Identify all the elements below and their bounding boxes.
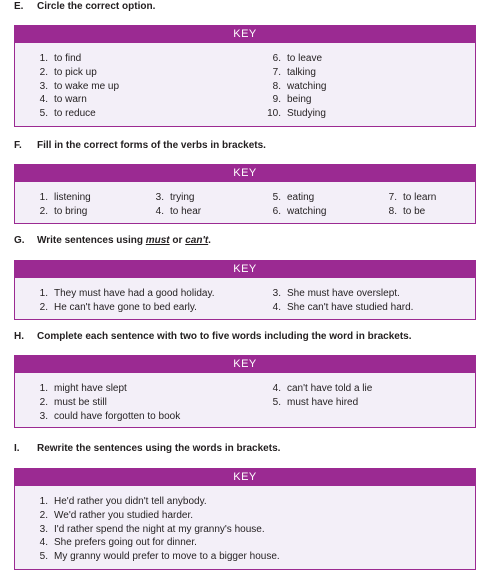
answer-item (31, 510, 193, 521)
item-number: 7. (388, 192, 397, 203)
answer-item (147, 192, 194, 203)
item-number: 1. (39, 383, 48, 394)
answer-item (264, 383, 372, 394)
answer-item (31, 524, 265, 535)
section-e-key-box (14, 25, 476, 127)
key-header: KEY (15, 261, 475, 278)
key-header: KEY (15, 165, 475, 182)
item-answer: to warn (54, 94, 87, 105)
section-instruction: Rewrite the sentences using the words in brackets. (37, 443, 281, 454)
item-answer: watching (287, 81, 327, 92)
item-number: 10. (267, 108, 281, 119)
answer-item (380, 206, 425, 217)
item-number: 2. (39, 397, 48, 408)
section-instruction: Complete each sentence with two to five words including the word in brackets. (37, 331, 412, 342)
item-answer: watching (287, 206, 327, 217)
item-answer: talking (287, 67, 316, 78)
item-number: 8. (388, 206, 397, 217)
section-f-key-box (14, 164, 476, 224)
item-answer: to find (54, 53, 82, 64)
item-number: 8. (272, 81, 281, 92)
section-h-key-box (14, 355, 476, 428)
item-answer: They must have had a good holiday. (54, 288, 215, 299)
item-answer: must be still (54, 397, 107, 408)
answer-item (31, 288, 214, 299)
item-answer: I'd rather spend the night at my granny's house. (54, 524, 265, 535)
answer-item (264, 81, 326, 92)
item-answer: eating (287, 192, 315, 203)
item-answer: can't have told a lie (287, 383, 373, 394)
item-number: 4. (272, 383, 281, 394)
answer-item (264, 288, 400, 299)
item-answer: She can't have studied hard. (287, 302, 414, 313)
section-g-key-box (14, 260, 476, 320)
section-f-heading (14, 140, 266, 151)
item-number: 6. (272, 206, 281, 217)
item-number: 1. (39, 496, 48, 507)
item-number: 5. (272, 397, 281, 408)
item-answer: trying (170, 192, 195, 203)
item-answer: He'd rather you didn't tell anybody. (54, 496, 207, 507)
item-answer: Studying (287, 108, 326, 119)
answer-item (264, 302, 413, 313)
answer-item (31, 206, 87, 217)
item-answer: to wake me up (54, 81, 120, 92)
item-number: 3. (39, 81, 48, 92)
section-letter: G. (14, 235, 25, 246)
item-answer: to reduce (54, 108, 96, 119)
item-number: 4. (155, 206, 164, 217)
item-answer: listening (54, 192, 91, 203)
item-answer: to bring (54, 206, 88, 217)
answer-item (264, 67, 316, 78)
key-header: KEY (15, 469, 475, 486)
item-answer: might have slept (54, 383, 127, 394)
section-letter: I. (14, 443, 20, 454)
item-answer: being (287, 94, 312, 105)
section-instruction: Circle the correct option. (37, 1, 156, 12)
item-number: 5. (39, 108, 48, 119)
item-answer: to hear (170, 206, 202, 217)
answer-item (31, 192, 91, 203)
item-answer: to pick up (54, 67, 97, 78)
answer-item (264, 192, 314, 203)
item-number: 1. (39, 288, 48, 299)
section-letter: H. (14, 331, 24, 342)
item-number: 3. (155, 192, 164, 203)
item-number: 5. (39, 551, 48, 562)
item-answer: She prefers going out for dinner. (54, 537, 197, 548)
answer-item (31, 108, 96, 119)
answer-item (31, 94, 87, 105)
item-answer: to be (403, 206, 426, 217)
item-number: 2. (39, 302, 48, 313)
item-number: 2. (39, 67, 48, 78)
answer-item (264, 108, 326, 119)
item-answer: could have forgotten to book (54, 411, 181, 422)
answer-item (31, 81, 119, 92)
answer-item (380, 192, 436, 203)
item-number: 4. (39, 537, 48, 548)
item-number: 6. (272, 53, 281, 64)
key-header: KEY (15, 356, 475, 373)
item-answer: must have hired (287, 397, 359, 408)
section-instruction: Fill in the correct forms of the verbs in brackets. (37, 140, 266, 151)
answer-item (31, 397, 107, 408)
item-number: 2. (39, 510, 48, 521)
answer-item (31, 496, 207, 507)
item-number: 7. (272, 67, 281, 78)
answer-item (31, 537, 197, 548)
item-answer: My granny would prefer to move to a bigger house. (54, 551, 280, 562)
item-number: 2. (39, 206, 48, 217)
item-number: 4. (39, 94, 48, 105)
item-number: 3. (39, 411, 48, 422)
item-answer: to leave (287, 53, 323, 64)
answer-item (264, 206, 326, 217)
answer-item (31, 551, 280, 562)
answer-item (264, 53, 322, 64)
answer-item (31, 302, 197, 313)
section-e-heading (14, 1, 155, 12)
answer-item (31, 67, 97, 78)
answer-item (264, 94, 311, 105)
section-i-key-box (14, 468, 476, 570)
answer-item (31, 383, 127, 394)
item-number: 3. (39, 524, 48, 535)
answer-item (264, 397, 358, 408)
answer-item (31, 53, 81, 64)
section-h-heading (14, 331, 412, 342)
section-g-heading: G. Write sentences using must or can't. (14, 235, 211, 246)
item-number: 1. (39, 192, 48, 203)
item-number: 5. (272, 192, 281, 203)
section-i-heading (14, 443, 280, 454)
item-number: 9. (272, 94, 281, 105)
answer-item (147, 206, 201, 217)
item-number: 1. (39, 53, 48, 64)
item-answer: She must have overslept. (287, 288, 400, 299)
section-letter: E. (14, 1, 24, 12)
answer-item (31, 411, 180, 422)
keyword-must: must (145, 235, 170, 246)
item-answer: We'd rather you studied harder. (54, 510, 194, 521)
item-number: 4. (272, 302, 281, 313)
item-answer: to learn (403, 192, 437, 203)
item-number: 3. (272, 288, 281, 299)
item-answer: He can't have gone to bed early. (54, 302, 197, 313)
keyword-cant: can't (185, 235, 209, 246)
section-letter: F. (14, 140, 22, 151)
key-header: KEY (15, 26, 475, 43)
